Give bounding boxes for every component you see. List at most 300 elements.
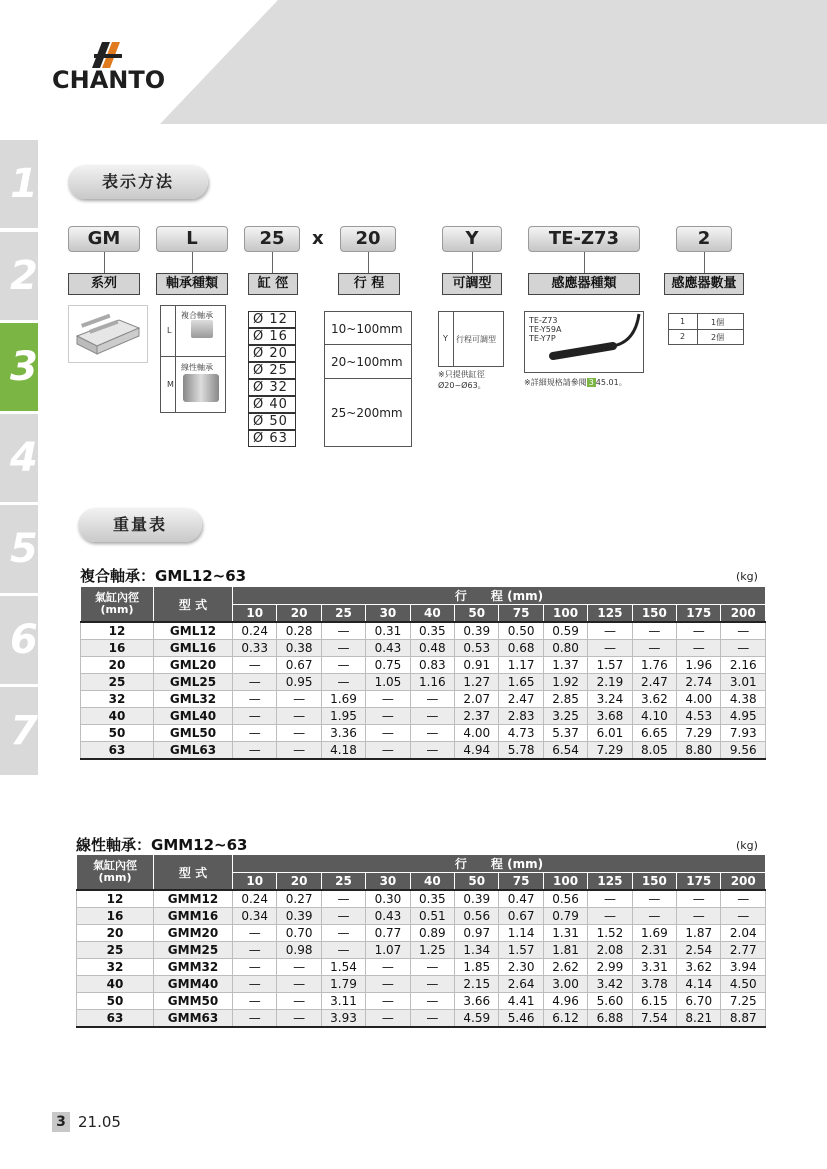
weight-cell: 7.29 [588,742,632,760]
weight-cell: — [410,976,454,993]
weight-cell: — [321,622,365,640]
weight-cell: 2.30 [499,959,543,976]
stroke-col-header: 200 [721,873,766,891]
weight-cell: 1.31 [543,925,587,942]
weight-cell: 6.54 [543,742,587,760]
weight-cell: 0.39 [455,622,499,640]
weight-cell: 0.67 [277,657,321,674]
model-cell: GMM32 [154,959,233,976]
bore-cell: 25 [77,942,154,959]
side-tab-6[interactable]: 6 [0,596,38,684]
label-series: 系列 [68,273,140,295]
table-row [81,640,766,657]
sensor-model: TE-Y59A [529,325,562,334]
divider [161,356,225,357]
bore-cell: 40 [77,976,154,993]
bore-option: Ø 50 [248,413,296,430]
sensor-note-suffix: 45.01。 [595,378,627,387]
model-cell: GML16 [154,640,233,657]
weight-cell: 0.56 [455,908,499,925]
weight-cell: 1.16 [410,674,454,691]
sensor-qty-code: 2 [680,332,686,341]
stroke-col-header: 100 [543,605,587,623]
side-tab-5[interactable]: 5 [0,505,38,593]
weight-cell: — [277,691,321,708]
weight-cell: 4.94 [455,742,499,760]
col-stroke-header: 行 程 (mm) [233,855,766,873]
divider [175,306,176,412]
weight-cell: 5.60 [588,993,632,1010]
code-bearing: L [156,226,228,252]
stroke-col-header: 30 [366,873,410,891]
connector [704,252,705,273]
weight-cell: — [277,708,321,725]
connector [192,252,193,273]
weight-cell: — [233,976,277,993]
table-unit-gmm: (kg) [736,839,758,852]
weight-cell: 0.27 [277,890,321,908]
label-bore: 缸 徑 [248,273,298,295]
stroke-col-header: 10 [233,605,277,623]
col-model-header: 型 式 [154,587,233,623]
col-bore-header: 氣缸內徑 (mm) [77,855,154,891]
side-tab-2[interactable]: 2 [0,232,38,320]
sensor-model: TE-Z73 [529,316,558,325]
weight-cell: — [277,976,321,993]
bore-option: Ø 20 [248,345,296,362]
brand-name: CHANTO [52,66,166,94]
sensor-qty-code: 1 [680,317,686,326]
bore-option: Ø 63 [248,430,296,447]
weight-cell: 0.75 [366,657,410,674]
weight-cell: 6.65 [632,725,676,742]
weight-cell: — [632,622,676,640]
weight-cell: 0.77 [366,925,410,942]
weight-cell: 0.48 [410,640,454,657]
table-row [81,708,766,725]
weight-cell: — [410,725,454,742]
weight-cell: — [277,993,321,1010]
table-row [77,959,766,976]
bore-option: Ø 16 [248,328,296,345]
weight-cell: 7.54 [632,1010,676,1028]
stroke-col-header: 150 [632,605,676,623]
weight-cell: 2.85 [543,691,587,708]
composite-bearing-icon [191,320,213,338]
footer-page-number: 21.05 [78,1113,121,1131]
weight-cell: 1.37 [543,657,587,674]
weight-cell: 3.94 [721,959,766,976]
table-title-gml: 複合軸承：GML12~63 [80,567,247,585]
weight-cell: — [366,708,410,725]
model-cell: GML32 [154,691,233,708]
weight-cell: 0.43 [366,640,410,657]
sensor-qty-value: 2個 [711,333,725,342]
weight-cell: 0.31 [366,622,410,640]
weight-cell: 0.39 [455,890,499,908]
weight-cell: 1.05 [366,674,410,691]
weight-cell: 1.69 [632,925,676,942]
weight-cell: — [233,674,277,691]
weight-cell: — [410,691,454,708]
weight-cell: 2.47 [632,674,676,691]
weight-cell: 4.59 [455,1010,499,1028]
table-row [77,925,766,942]
weight-cell: — [677,908,721,925]
weight-cell: 0.79 [543,908,587,925]
weight-cell: 2.08 [588,942,632,959]
weight-cell: — [277,1010,321,1028]
weight-cell: 0.70 [277,925,321,942]
bore-cell: 50 [81,725,154,742]
weight-cell: — [233,993,277,1010]
weight-cell: 1.52 [588,925,632,942]
weight-cell: — [233,691,277,708]
table-row [77,993,766,1010]
weight-cell: — [410,708,454,725]
side-tab-4[interactable]: 4 [0,414,38,502]
weight-cell: — [233,942,277,959]
sensor-qty-value: 1個 [711,318,725,327]
table-unit-gml: (kg) [736,570,758,583]
weight-cell: 7.25 [721,993,766,1010]
weight-cell: 1.17 [499,657,543,674]
label-sensor-qty: 感應器數量 [664,273,744,295]
weight-cell: — [233,742,277,760]
weight-cell: 1.96 [677,657,721,674]
table-row [81,691,766,708]
stroke-col-header: 25 [321,873,365,891]
weight-cell: 0.51 [410,908,454,925]
weight-cell: 3.01 [721,674,766,691]
weight-cell: 0.30 [366,890,410,908]
weight-cell: 4.18 [321,742,365,760]
stroke-range: 20~100mm [324,344,412,379]
weight-cell: 0.59 [543,622,587,640]
bore-cell: 12 [81,622,154,640]
weight-cell: — [721,640,766,657]
weight-cell: 3.62 [632,691,676,708]
weight-cell: 2.74 [677,674,721,691]
weight-cell: — [366,725,410,742]
weight-cell: 0.38 [277,640,321,657]
table-row [81,622,766,640]
model-cell: GML12 [154,622,233,640]
weight-cell: 1.81 [543,942,587,959]
weight-cell: 1.54 [321,959,365,976]
weight-cell: — [632,908,676,925]
weight-cell: 2.07 [455,691,499,708]
stroke-col-header: 10 [233,873,277,891]
weight-cell: — [410,959,454,976]
table-row [77,890,766,908]
bore-cell: 25 [81,674,154,691]
weight-cell: 0.35 [410,890,454,908]
weight-cell: 3.93 [321,1010,365,1028]
weight-cell: 2.47 [499,691,543,708]
bearing-name-m: 線性軸承 [181,363,213,372]
side-tab-1[interactable]: 1 [0,140,38,228]
side-tab-7[interactable]: 7 [0,687,38,775]
weight-cell: 6.70 [677,993,721,1010]
weight-cell: — [321,908,365,925]
code-series: GM [68,226,140,252]
weight-cell: 1.57 [499,942,543,959]
product-image [68,305,148,363]
bore-cell: 63 [77,1010,154,1028]
weight-cell: 3.78 [632,976,676,993]
model-cell: GML20 [154,657,233,674]
model-cell: GMM12 [154,890,233,908]
label-stroke: 行 程 [338,273,400,295]
weight-cell: 3.62 [677,959,721,976]
weight-cell: 3.36 [321,725,365,742]
weight-cell: — [233,959,277,976]
stroke-col-header: 100 [543,873,587,891]
label-sensor: 感應器種類 [528,273,640,295]
sensor-box [524,311,644,373]
weight-cell: 4.96 [543,993,587,1010]
weight-cell: 1.87 [677,925,721,942]
model-cell: GMM50 [154,993,233,1010]
code-adjustable: Y [442,226,502,252]
bore-cell: 20 [77,925,154,942]
divider [669,329,743,330]
weight-cell: 2.54 [677,942,721,959]
table-title-gmm: 線性軸承：GMM12~63 [76,836,248,854]
weight-cell: 8.21 [677,1010,721,1028]
bore-cell: 16 [81,640,154,657]
weight-cell: — [321,890,365,908]
weight-cell: 1.27 [455,674,499,691]
col-bore-header: 氣缸內徑 (mm) [81,587,154,623]
model-cell: GMM25 [154,942,233,959]
weight-cell: 2.15 [455,976,499,993]
weight-cell: — [233,708,277,725]
label-adjustable: 可調型 [442,273,502,295]
weight-cell: 1.57 [588,657,632,674]
table-row [81,742,766,760]
weight-cell: 3.42 [588,976,632,993]
model-cell: GMM20 [154,925,233,942]
weight-cell: 8.80 [677,742,721,760]
stroke-col-header: 150 [632,873,676,891]
weight-cell: — [588,622,632,640]
weight-cell: 3.24 [588,691,632,708]
weight-cell: — [321,674,365,691]
stroke-col-header: 75 [499,605,543,623]
weight-cell: 0.91 [455,657,499,674]
weight-cell: 0.53 [455,640,499,657]
weight-cell: 0.33 [233,640,277,657]
model-cell: GML63 [154,742,233,760]
weight-cell: 0.95 [277,674,321,691]
weight-cell: 0.47 [499,890,543,908]
weight-cell: 4.50 [721,976,766,993]
weight-cell: — [233,1010,277,1028]
weight-cell: — [366,1010,410,1028]
model-cell: GMM63 [154,1010,233,1028]
weight-cell: 2.99 [588,959,632,976]
bore-cell: 12 [77,890,154,908]
weight-cell: 0.56 [543,890,587,908]
weight-cell: 1.69 [321,691,365,708]
bore-cell: 32 [81,691,154,708]
divider [453,312,454,366]
weight-cell: — [677,640,721,657]
side-tab-3[interactable]: 3 [0,323,38,411]
stroke-col-header: 25 [321,605,365,623]
weight-cell: 1.92 [543,674,587,691]
linear-bearing-icon [183,374,219,402]
stroke-col-header: 50 [455,605,499,623]
weight-cell: 4.10 [632,708,676,725]
weight-cell: 4.73 [499,725,543,742]
weight-cell: 2.77 [721,942,766,959]
bore-option: Ø 40 [248,396,296,413]
model-cell: GMM40 [154,976,233,993]
cylinder-product-icon [69,306,147,362]
weight-cell: — [410,1010,454,1028]
weight-cell: — [277,742,321,760]
weight-cell: 0.24 [233,622,277,640]
stroke-range: 25~200mm [324,378,412,447]
adjustable-note: ※只提供缸徑Ø20~Ø63。 [438,370,486,390]
weight-cell: — [410,993,454,1010]
bearing-code-l: L [167,326,172,335]
weight-cell: 3.25 [543,708,587,725]
weight-cell: 7.93 [721,725,766,742]
weight-cell: 3.68 [588,708,632,725]
stroke-col-header: 20 [277,605,321,623]
weight-cell: — [677,622,721,640]
weight-cell: 8.05 [632,742,676,760]
header-banner [160,0,827,124]
stroke-col-header: 200 [721,605,766,623]
model-cell: GMM16 [154,908,233,925]
table-row [77,976,766,993]
weight-cell: 3.00 [543,976,587,993]
weight-cell: 0.34 [233,908,277,925]
weight-cell: 0.28 [277,622,321,640]
section-heading-weight: 重量表 [78,508,202,542]
adjustable-code: Y [443,334,448,343]
weight-cell: 1.14 [499,925,543,942]
bore-cell: 32 [77,959,154,976]
weight-cell: 9.56 [721,742,766,760]
weight-cell: 1.85 [455,959,499,976]
table-row [77,1010,766,1028]
stroke-col-header: 40 [410,873,454,891]
table-row [81,657,766,674]
weight-cell: 2.62 [543,959,587,976]
code-sensor-qty: 2 [676,226,732,252]
connector [472,252,473,273]
weight-cell: 2.04 [721,925,766,942]
weight-cell: 6.88 [588,1010,632,1028]
sensor-note [524,377,627,388]
weight-cell: 4.95 [721,708,766,725]
stroke-col-header: 75 [499,873,543,891]
weight-cell: — [366,691,410,708]
table-row [77,908,766,925]
weight-cell: — [588,908,632,925]
section-heading-ordering: 表示方法 [68,165,208,199]
col-stroke-header: 行 程 (mm) [233,587,766,605]
weight-cell: — [233,925,277,942]
weight-cell: 1.79 [321,976,365,993]
weight-cell: 0.89 [410,925,454,942]
weight-cell: 4.00 [455,725,499,742]
weight-cell: 3.31 [632,959,676,976]
footer-chapter: 3 [52,1112,70,1132]
code-stroke: 20 [340,226,396,252]
weight-cell: 7.29 [677,725,721,742]
weight-cell: 0.97 [455,925,499,942]
table-row [81,674,766,691]
table-row [81,725,766,742]
sensor-icon [543,312,643,372]
weight-cell: — [588,890,632,908]
weight-cell: 4.38 [721,691,766,708]
stroke-col-header: 30 [366,605,410,623]
stroke-col-header: 20 [277,873,321,891]
sensor-model: TE-Y7P [529,334,556,343]
bore-cell: 16 [77,908,154,925]
bore-option: Ø 32 [248,379,296,396]
stroke-col-header: 40 [410,605,454,623]
weight-cell: 3.66 [455,993,499,1010]
weight-cell: 8.87 [721,1010,766,1028]
brand-logo-icon [88,42,128,68]
weight-table-gmm [76,854,766,1028]
weight-cell: — [366,993,410,1010]
bearing-type-box [160,305,226,413]
connector [272,252,273,273]
model-cell: GML40 [154,708,233,725]
stroke-col-header: 175 [677,873,721,891]
weight-cell: — [721,890,766,908]
weight-cell: 1.76 [632,657,676,674]
weight-cell: — [321,657,365,674]
sensor-qty-box [668,313,744,345]
weight-cell: — [321,925,365,942]
weight-cell: 2.19 [588,674,632,691]
weight-cell: — [321,942,365,959]
col-model-header: 型 式 [154,855,233,891]
weight-cell: 5.46 [499,1010,543,1028]
weight-cell: 4.14 [677,976,721,993]
weight-cell: 1.07 [366,942,410,959]
stroke-col-header: 175 [677,605,721,623]
weight-cell: — [321,640,365,657]
weight-cell: 0.68 [499,640,543,657]
stroke-col-header: 125 [588,605,632,623]
sensor-note-prefix: ※詳細規格請參閱 [524,378,587,387]
bearing-code-m: M [167,380,174,389]
weight-cell: 3.11 [321,993,365,1010]
weight-cell: — [721,622,766,640]
weight-cell: 0.43 [366,908,410,925]
weight-cell: 0.67 [499,908,543,925]
weight-cell: — [721,908,766,925]
model-cell: GML50 [154,725,233,742]
adjustable-box [438,311,504,367]
bore-option: Ø 25 [248,362,296,379]
weight-table-gml [80,586,766,760]
weight-cell: 0.24 [233,890,277,908]
weight-cell: 0.39 [277,908,321,925]
